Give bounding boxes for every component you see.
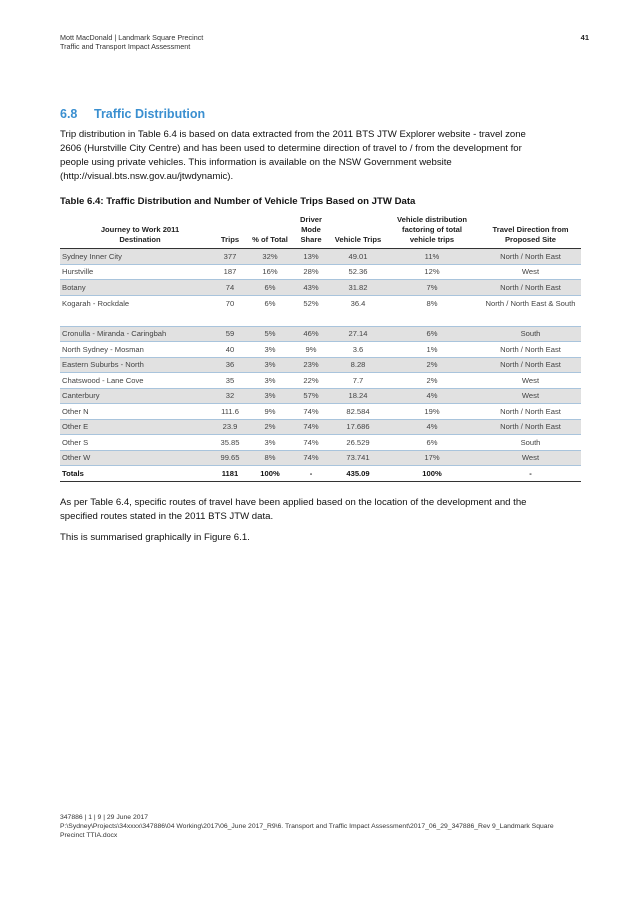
cell-vehicle-distribution: 4% xyxy=(384,388,480,404)
cell-trips: 99.65 xyxy=(210,450,250,466)
cell-vehicle-distribution: 19% xyxy=(384,404,480,420)
cell-driver-mode-share: 57% xyxy=(290,388,332,404)
cell-vehicle-distribution: 12% xyxy=(384,264,480,280)
cell-driver-mode-share: 46% xyxy=(290,326,332,342)
cell-percent-total: 8% xyxy=(250,450,290,466)
cell-percent-total: 3% xyxy=(250,435,290,451)
cell-trips: 59 xyxy=(210,326,250,342)
col-header-vehicle-trips: Vehicle Trips xyxy=(332,215,384,249)
total-travel-direction: - xyxy=(480,466,581,482)
table-row xyxy=(60,419,581,435)
cell-trips: 35 xyxy=(210,373,250,389)
cell-trips: 35.85 xyxy=(210,435,250,451)
section-number: 6.8 xyxy=(60,107,78,121)
cell-destination: Other N xyxy=(60,404,210,420)
cell-trips: 40 xyxy=(210,342,250,358)
cell-trips: 111.6 xyxy=(210,404,250,420)
cell-vehicle-distribution: 2% xyxy=(384,373,480,389)
cell-travel-direction: North / North East xyxy=(480,342,581,358)
footer-file-path: P:\Sydney\Projects\34xxxx\347886\04 Working\2017\06_June 2017_R9\6. Transport and Traffic Impact Assessment\2017_06_29_347886_Rev 9_Landmark Square Precinct TTIA.docx xyxy=(60,822,554,839)
col-header-driver-mode-share: Driver Mode Share xyxy=(290,215,332,249)
cell-travel-direction: North / North East xyxy=(480,249,581,265)
cell-vehicle-distribution: 17% xyxy=(384,450,480,466)
cell-travel-direction: North / North East & South xyxy=(480,295,581,326)
cell-percent-total: 16% xyxy=(250,264,290,280)
cell-destination: Other E xyxy=(60,419,210,435)
cell-driver-mode-share: 52% xyxy=(290,295,332,326)
header-line-1: Mott MacDonald | Landmark Square Precinct xyxy=(60,33,204,42)
cell-vehicle-trips: 82.584 xyxy=(332,404,384,420)
total-destination: Totals xyxy=(60,466,210,482)
cell-percent-total: 3% xyxy=(250,342,290,358)
cell-trips: 32 xyxy=(210,388,250,404)
cell-travel-direction: West xyxy=(480,264,581,280)
cell-destination: Kogarah - Rockdale xyxy=(60,295,210,326)
cell-vehicle-distribution: 7% xyxy=(384,280,480,296)
table-row xyxy=(60,249,581,265)
cell-vehicle-distribution: 6% xyxy=(384,326,480,342)
table-row xyxy=(60,264,581,280)
col-header-percent-total: % of Total xyxy=(250,215,290,249)
cell-driver-mode-share: 43% xyxy=(290,280,332,296)
table-row xyxy=(60,357,581,373)
cell-vehicle-trips: 7.7 xyxy=(332,373,384,389)
cell-vehicle-trips: 26.529 xyxy=(332,435,384,451)
cell-vehicle-distribution: 8% xyxy=(384,295,480,326)
cell-driver-mode-share: 28% xyxy=(290,264,332,280)
cell-destination: North Sydney - Mosman xyxy=(60,342,210,358)
cell-percent-total: 6% xyxy=(250,295,290,326)
cell-travel-direction: West xyxy=(480,388,581,404)
table-row xyxy=(60,388,581,404)
cell-vehicle-trips: 36.4 xyxy=(332,295,384,326)
table-row xyxy=(60,295,581,326)
cell-travel-direction: North / North East xyxy=(480,280,581,296)
section-heading xyxy=(60,107,205,121)
cell-driver-mode-share: 74% xyxy=(290,419,332,435)
routes-paragraph: As per Table 6.4, specific routes of travel have been applied based on the location of the development and the specified routes stated in the 2011 BTS JTW data. xyxy=(60,497,527,522)
totals-row xyxy=(60,466,581,482)
cell-travel-direction: South xyxy=(480,326,581,342)
cell-vehicle-trips: 17.686 xyxy=(332,419,384,435)
cell-driver-mode-share: 9% xyxy=(290,342,332,358)
cell-vehicle-trips: 73.741 xyxy=(332,450,384,466)
cell-percent-total: 3% xyxy=(250,357,290,373)
cell-vehicle-trips: 27.14 xyxy=(332,326,384,342)
cell-vehicle-distribution: 11% xyxy=(384,249,480,265)
cell-percent-total: 3% xyxy=(250,388,290,404)
cell-trips: 74 xyxy=(210,280,250,296)
cell-vehicle-trips: 18.24 xyxy=(332,388,384,404)
summary-paragraph: This is summarised graphically in Figure 6.1. xyxy=(60,532,250,543)
table-row xyxy=(60,280,581,296)
cell-destination: Other W xyxy=(60,450,210,466)
cell-trips: 377 xyxy=(210,249,250,265)
cell-percent-total: 32% xyxy=(250,249,290,265)
col-header-destination: Journey to Work 2011 Destination xyxy=(60,215,210,249)
cell-vehicle-distribution: 2% xyxy=(384,357,480,373)
document-footer xyxy=(60,814,580,840)
table-row xyxy=(60,435,581,451)
header-line-2: Traffic and Transport Impact Assessment xyxy=(60,42,191,51)
cell-trips: 36 xyxy=(210,357,250,373)
cell-destination: Other S xyxy=(60,435,210,451)
cell-vehicle-trips: 8.28 xyxy=(332,357,384,373)
cell-driver-mode-share: 23% xyxy=(290,357,332,373)
cell-percent-total: 5% xyxy=(250,326,290,342)
cell-travel-direction: North / North East xyxy=(480,419,581,435)
total-percent-total: 100% xyxy=(250,466,290,482)
cell-travel-direction: South xyxy=(480,435,581,451)
total-trips: 1181 xyxy=(210,466,250,482)
table-row xyxy=(60,342,581,358)
cell-trips: 187 xyxy=(210,264,250,280)
cell-destination: Chatswood - Lane Cove xyxy=(60,373,210,389)
cell-travel-direction: West xyxy=(480,450,581,466)
cell-vehicle-distribution: 1% xyxy=(384,342,480,358)
cell-percent-total: 6% xyxy=(250,280,290,296)
cell-vehicle-trips: 49.01 xyxy=(332,249,384,265)
table-row xyxy=(60,326,581,342)
total-vehicle-distribution: 100% xyxy=(384,466,480,482)
cell-destination: Eastern Suburbs - North xyxy=(60,357,210,373)
cell-percent-total: 9% xyxy=(250,404,290,420)
cell-vehicle-trips: 3.6 xyxy=(332,342,384,358)
table-caption: Table 6.4: Traffic Distribution and Number of Vehicle Trips Based on JTW Data xyxy=(60,196,416,207)
cell-driver-mode-share: 22% xyxy=(290,373,332,389)
cell-destination: Sydney Inner City xyxy=(60,249,210,265)
traffic-distribution-table xyxy=(60,215,581,482)
section-title: Traffic Distribution xyxy=(94,107,206,121)
table-row xyxy=(60,373,581,389)
cell-destination: Canterbury xyxy=(60,388,210,404)
page-number: 41 xyxy=(580,33,589,42)
col-header-travel-direction: Travel Direction from Proposed Site xyxy=(480,215,581,249)
table-row xyxy=(60,450,581,466)
col-header-vehicle-distribution: Vehicle distribution factoring of total vehicle trips xyxy=(384,215,480,249)
cell-trips: 70 xyxy=(210,295,250,326)
total-vehicle-trips: 435.09 xyxy=(332,466,384,482)
intro-paragraph: Trip distribution in Table 6.4 is based on data extracted from the 2011 BTS JTW Explorer website - travel zone 2606 (Hurstville City Centre) and has been used to determine direction of travel to / from the development for people using private vehicles. This information is available on the NSW Government website (http://visual.bts.nsw.gov.au/jtwdynamic). xyxy=(60,129,526,182)
cell-percent-total: 2% xyxy=(250,419,290,435)
cell-driver-mode-share: 13% xyxy=(290,249,332,265)
col-header-trips: Trips xyxy=(210,215,250,249)
cell-travel-direction: North / North East xyxy=(480,404,581,420)
cell-driver-mode-share: 74% xyxy=(290,450,332,466)
cell-vehicle-distribution: 4% xyxy=(384,419,480,435)
cell-vehicle-trips: 52.36 xyxy=(332,264,384,280)
cell-vehicle-distribution: 6% xyxy=(384,435,480,451)
cell-driver-mode-share: 74% xyxy=(290,435,332,451)
cell-destination: Botany xyxy=(60,280,210,296)
cell-percent-total: 3% xyxy=(250,373,290,389)
cell-travel-direction: West xyxy=(480,373,581,389)
table-header-row xyxy=(60,215,581,249)
cell-trips: 23.9 xyxy=(210,419,250,435)
cell-destination: Cronulla - Miranda - Caringbah xyxy=(60,326,210,342)
running-header xyxy=(60,33,203,51)
cell-travel-direction: North / North East xyxy=(480,357,581,373)
cell-driver-mode-share: 74% xyxy=(290,404,332,420)
cell-destination: Hurstville xyxy=(60,264,210,280)
footer-line-1: 347886 | 1 | 9 | 29 June 2017 xyxy=(60,814,149,821)
cell-vehicle-trips: 31.82 xyxy=(332,280,384,296)
table-row xyxy=(60,404,581,420)
total-driver-mode-share: - xyxy=(290,466,332,482)
